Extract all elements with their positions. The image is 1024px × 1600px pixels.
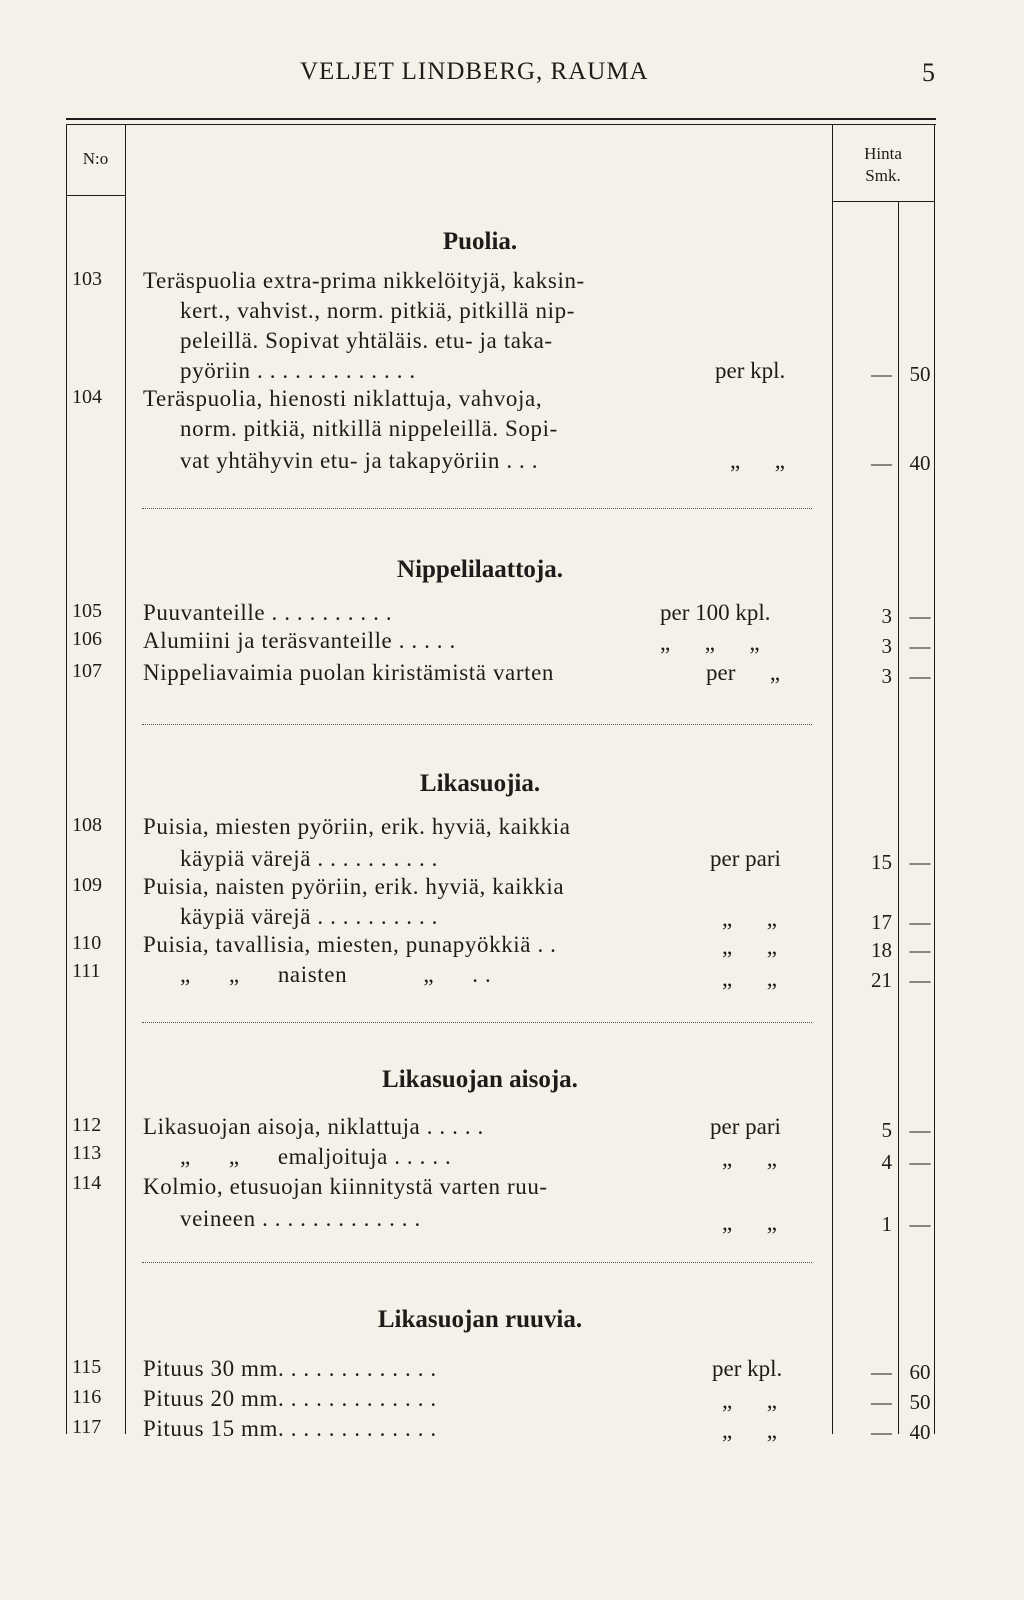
section-heading: Puolia.: [442, 228, 518, 255]
section-heading: Likasuojan ruuvia.: [377, 1306, 583, 1333]
item-unit: „ „: [722, 1210, 777, 1235]
item-price-pennia: 50: [909, 1390, 931, 1414]
item-description-line: Puuvanteille . . . . . . . . . .: [143, 600, 393, 625]
item-price-smk: 1: [881, 1212, 892, 1236]
item-price-smk: 3: [881, 664, 892, 688]
item-price-pennia: —: [909, 850, 931, 874]
section-heading: Likasuojia.: [419, 770, 541, 797]
item-description-line: Pituus 20 mm. . . . . . . . . . . . .: [143, 1386, 437, 1411]
item-price-pennia: —: [909, 938, 931, 962]
item-price-smk: 18: [871, 938, 892, 962]
item-description-line: Teräspuolia, hienosti niklattuja, vahvoja,: [143, 386, 543, 411]
item-description-line: pyöriin . . . . . . . . . . . . .: [180, 358, 416, 383]
item-number: 115: [72, 1356, 102, 1378]
item-description-line: veineen . . . . . . . . . . . . .: [180, 1206, 421, 1231]
price-header-underline: [832, 201, 934, 202]
item-number: 113: [72, 1142, 102, 1164]
item-price-pennia: —: [909, 910, 931, 934]
column-header-no: N:o: [82, 149, 109, 168]
item-price-smk: 3: [881, 604, 892, 628]
item-price-pennia: 50: [909, 362, 931, 386]
top-rule-thin: [66, 124, 936, 125]
item-number: 111: [72, 960, 101, 982]
column-header-price-line1: Hinta: [864, 144, 902, 163]
item-description-line: käypiä värejä . . . . . . . . . .: [180, 846, 439, 871]
item-description-line: kert., vahvist., norm. pitkiä, pitkillä nip-: [180, 298, 575, 323]
item-description-line: vat yhtähyvin etu- ja takapyöriin . . .: [180, 448, 539, 473]
item-price-pennia: —: [909, 604, 931, 628]
item-number: 109: [72, 874, 102, 896]
item-description-line: peleillä. Sopivat yhtäläis. etu- ja taka-: [180, 328, 553, 353]
no-header-underline: [66, 195, 125, 196]
item-number: 110: [72, 932, 102, 954]
item-description-line: „ „ emaljoituja . . . . .: [180, 1144, 452, 1169]
item-unit: per pari: [710, 1114, 781, 1139]
item-price-pennia: —: [909, 664, 931, 688]
item-number: 116: [72, 1386, 102, 1408]
item-number: 112: [72, 1114, 102, 1136]
item-price-pennia: 40: [909, 1420, 931, 1444]
section-separator: [142, 508, 812, 509]
item-unit: „ „: [722, 1388, 777, 1413]
item-description-line: käypiä värejä . . . . . . . . . .: [180, 904, 439, 929]
item-unit: „ „: [722, 966, 777, 991]
item-price-smk: —: [871, 1390, 892, 1414]
item-number: 117: [72, 1416, 102, 1438]
item-description-line: „ „ naisten „ . .: [180, 962, 492, 987]
item-price-pennia: —: [909, 634, 931, 658]
section-heading: Nippelilaattoja.: [397, 556, 563, 583]
item-price-smk: —: [871, 362, 892, 386]
item-price-smk: 4: [881, 1150, 892, 1174]
item-unit: „ „: [722, 1418, 777, 1443]
item-price-pennia: —: [909, 968, 931, 992]
item-description-line: Puisia, miesten pyöriin, erik. hyviä, kaikkia: [143, 814, 571, 839]
item-price-smk: 15: [871, 850, 892, 874]
item-unit: per 100 kpl.: [660, 600, 771, 625]
item-description-line: Puisia, naisten pyöriin, erik. hyviä, kaikkia: [143, 874, 565, 899]
item-description-line: Pituus 15 mm. . . . . . . . . . . . .: [143, 1416, 437, 1441]
page-header-title: VELJET LINDBERG, RAUMA: [300, 58, 649, 85]
item-unit: per pari: [710, 846, 781, 871]
page-number: 5: [922, 58, 935, 87]
section-separator: [142, 1262, 812, 1263]
item-description-line: Nippeliavaimia puolan kiristämistä varten: [143, 660, 555, 685]
item-number: 106: [72, 628, 102, 650]
item-description-line: Likasuojan aisoja, niklattuja . . . . .: [143, 1114, 484, 1139]
top-rule: [66, 118, 936, 120]
item-price-pennia: 60: [909, 1360, 931, 1384]
item-unit: per kpl.: [712, 1356, 783, 1381]
item-price-smk: —: [871, 1420, 892, 1444]
item-unit: per „: [706, 660, 781, 685]
item-unit: „ „: [722, 1146, 777, 1171]
item-price-smk: —: [871, 451, 892, 475]
item-unit: „ „ „: [660, 630, 760, 655]
smk-pennia-divider: [898, 202, 899, 1434]
item-price-smk: 5: [881, 1118, 892, 1142]
item-unit: per kpl.: [715, 358, 786, 383]
item-price-pennia: —: [909, 1150, 931, 1174]
item-price-smk: 3: [881, 634, 892, 658]
column-header-price-line2: Smk.: [865, 166, 901, 185]
item-price-pennia: —: [909, 1118, 931, 1142]
item-unit: „ „: [730, 448, 785, 473]
item-description-line: Kolmio, etusuojan kiinnitystä varten ruu-: [143, 1174, 548, 1199]
item-price-pennia: —: [909, 1212, 931, 1236]
section-separator: [142, 1022, 812, 1023]
item-description-line: Puisia, tavallisia, miesten, punapyökkiä . .: [143, 932, 557, 957]
item-description-line: Teräspuolia extra-prima nikkelöityjä, kaksin-: [143, 268, 585, 293]
item-price-pennia: 40: [909, 451, 931, 475]
item-description-line: Alumiini ja teräsvanteille . . . . .: [143, 628, 456, 653]
item-price-smk: 21: [871, 968, 892, 992]
item-unit: „ „: [722, 934, 777, 959]
item-number: 103: [72, 268, 102, 290]
item-description-line: Pituus 30 mm. . . . . . . . . . . . .: [143, 1356, 437, 1381]
section-heading: Likasuojan aisoja.: [382, 1066, 578, 1093]
section-separator: [142, 724, 812, 725]
item-number: 105: [72, 600, 102, 622]
item-price-smk: 17: [871, 910, 892, 934]
item-unit: „ „: [722, 906, 777, 931]
item-price-smk: —: [871, 1360, 892, 1384]
item-number: 108: [72, 814, 102, 836]
item-number: 104: [72, 386, 102, 408]
item-description-line: norm. pitkiä, nitkillä nippeleillä. Sopi-: [180, 416, 558, 441]
item-number: 107: [72, 660, 102, 682]
item-number: 114: [72, 1172, 102, 1194]
